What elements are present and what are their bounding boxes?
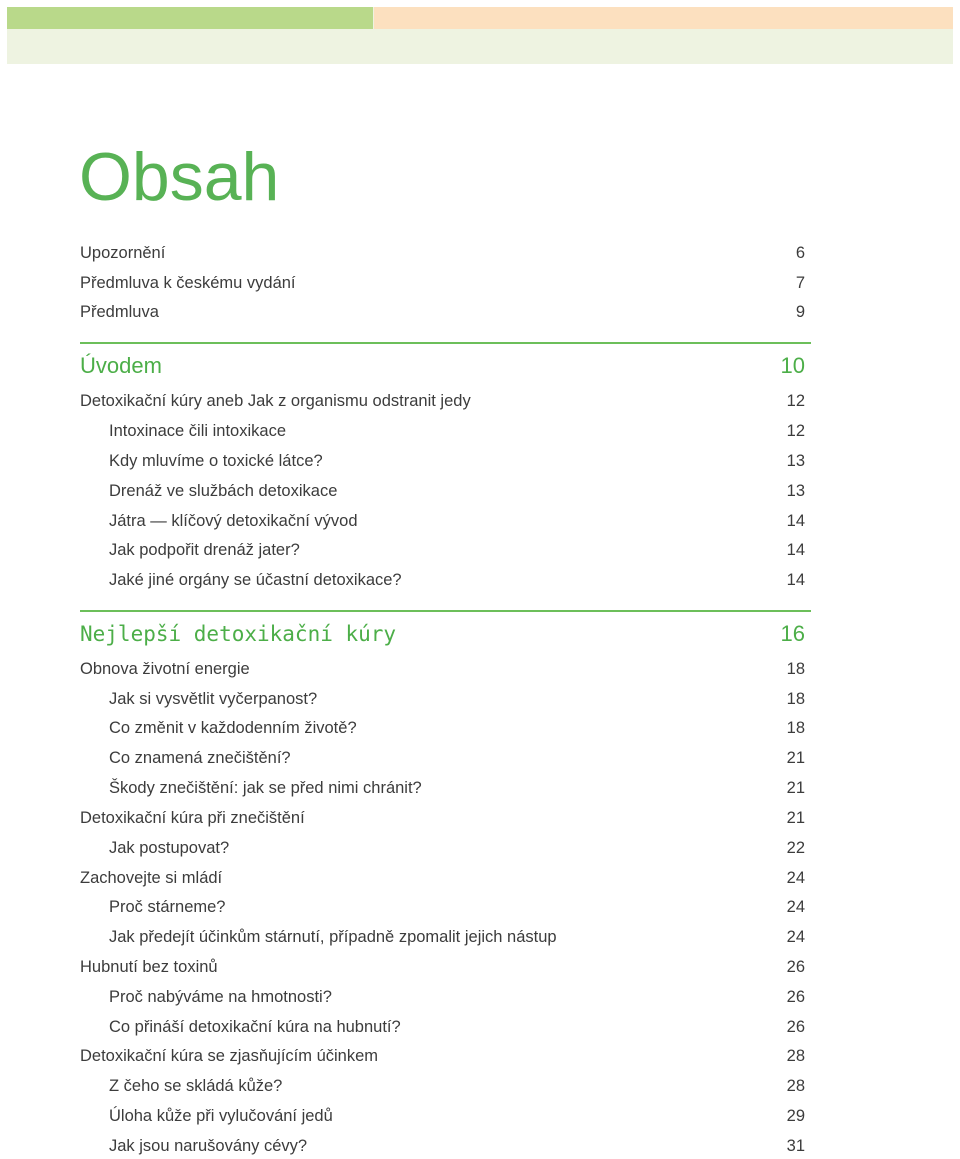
toc-subentry[interactable] xyxy=(80,895,805,919)
page-title: Obsah xyxy=(79,139,280,215)
toc-subentry[interactable] xyxy=(80,1134,805,1158)
toc-entry-label: Zachovejte si mládí xyxy=(80,869,223,887)
toc-entry[interactable] xyxy=(80,866,805,890)
toc-entry-label: Intoxinace čili intoxikace xyxy=(109,422,287,440)
toc-subentry[interactable] xyxy=(80,568,805,592)
toc-subentry[interactable] xyxy=(80,509,805,533)
toc-entry-label: Jak postupovat? xyxy=(109,839,230,857)
toc-entry-label: Jak podpořit drenáž jater? xyxy=(109,541,300,559)
toc-entry-page: 14 xyxy=(786,512,805,530)
toc-entry[interactable] xyxy=(80,300,805,324)
toc-entry-page: 26 xyxy=(786,958,805,976)
toc-entry-label: Hubnutí bez toxinů xyxy=(80,958,218,976)
toc-subentry[interactable] xyxy=(80,1104,805,1128)
toc-subentry[interactable] xyxy=(80,538,805,562)
toc-entry-page: 6 xyxy=(795,244,805,262)
toc-subentry[interactable] xyxy=(80,836,805,860)
toc-entry-label: Jak si vysvětlit vyčerpanost? xyxy=(109,690,318,708)
toc-entry-page: 18 xyxy=(786,719,805,737)
toc-section-heading[interactable] xyxy=(80,619,805,649)
toc-subentry[interactable] xyxy=(80,985,805,1009)
toc-entry-label: Z čeho se skládá kůže? xyxy=(109,1077,283,1095)
toc-entry-label: Detoxikační kúra při znečištění xyxy=(80,809,305,827)
toc-entry-page: 31 xyxy=(786,1137,805,1155)
toc-entry-label: Kdy mluvíme o toxické látce? xyxy=(109,452,323,470)
toc-entry-page: 13 xyxy=(786,452,805,470)
header-band-peach-segment xyxy=(374,7,953,29)
toc-entry[interactable] xyxy=(80,806,805,830)
toc-entry-page: 12 xyxy=(786,392,805,410)
toc-entry-page: 14 xyxy=(786,571,805,589)
toc-entry-label: Jak jsou narušovány cévy? xyxy=(109,1137,308,1155)
toc-entry-page: 26 xyxy=(786,988,805,1006)
toc-entry-label: Drenáž ve službách detoxikace xyxy=(109,482,338,500)
toc-subentry[interactable] xyxy=(80,925,805,949)
toc-entry[interactable] xyxy=(80,241,805,265)
toc-entry-page: 22 xyxy=(786,839,805,857)
toc-entry-page: 7 xyxy=(795,274,805,292)
toc-entry-label: Škody znečištění: jak se před nimi chránit? xyxy=(109,779,422,797)
section-heading-page: 16 xyxy=(780,621,805,646)
toc-subentry[interactable] xyxy=(80,449,805,473)
toc-subentry[interactable] xyxy=(80,1015,805,1039)
toc-entry-page: 14 xyxy=(786,541,805,559)
toc-entry-page: 24 xyxy=(786,898,805,916)
toc-entry-page: 9 xyxy=(795,303,805,321)
toc-entry-label: Detoxikační kúra se zjasňujícím účinkem xyxy=(80,1047,379,1065)
toc-entry-label: Co změnit v každodenním životě? xyxy=(109,719,357,737)
toc-entry-label: Obnova životní energie xyxy=(80,660,250,678)
toc-entry-label: Jak předejít účinkům stárnutí, případně zpomalit jejich nástup xyxy=(109,928,557,946)
toc-entry-label: Jaké jiné orgány se účastní detoxikace? xyxy=(109,571,402,589)
toc-entry-label: Detoxikační kúry aneb Jak z organismu odstranit jedy xyxy=(80,392,471,410)
toc-entry-page: 21 xyxy=(786,749,805,767)
toc-subentry[interactable] xyxy=(80,716,805,740)
toc-subentry[interactable] xyxy=(80,419,805,443)
toc-entry-page: 24 xyxy=(786,869,805,887)
toc-entry-label: Proč nabýváme na hmotnosti? xyxy=(109,988,332,1006)
toc-entry[interactable] xyxy=(80,657,805,681)
toc-entry[interactable] xyxy=(80,271,805,295)
section-divider xyxy=(80,342,811,344)
header-band-green-segment xyxy=(7,7,373,29)
toc-entry-page: 28 xyxy=(786,1077,805,1095)
toc-subentry[interactable] xyxy=(80,746,805,770)
toc-entry-page: 29 xyxy=(786,1107,805,1125)
toc-entry-label: Předmluva k českému vydání xyxy=(80,274,296,292)
toc-entry-page: 13 xyxy=(786,482,805,500)
toc-section-heading[interactable] xyxy=(80,351,805,381)
toc-entry-page: 26 xyxy=(786,1018,805,1036)
toc-entry[interactable] xyxy=(80,955,805,979)
section-heading-label: Nejlepší detoxikační kúry xyxy=(80,622,397,646)
section-heading-label: Úvodem xyxy=(80,353,162,378)
toc-entry-page: 18 xyxy=(786,660,805,678)
toc-subentry[interactable] xyxy=(80,1074,805,1098)
toc-subentry[interactable] xyxy=(80,776,805,800)
toc-entry-page: 28 xyxy=(786,1047,805,1065)
toc-subentry[interactable] xyxy=(80,479,805,503)
toc-entry-label: Proč stárneme? xyxy=(109,898,226,916)
toc-entry-label: Co přináší detoxikační kúra na hubnutí? xyxy=(109,1018,401,1036)
toc-subentry[interactable] xyxy=(80,687,805,711)
section-divider xyxy=(80,610,811,612)
toc-entry-label: Předmluva xyxy=(80,303,159,321)
toc-entry-label: Játra — klíčový detoxikační vývod xyxy=(109,512,358,530)
toc-entry-page: 21 xyxy=(786,809,805,827)
toc-entry[interactable] xyxy=(80,1044,805,1068)
toc-entry-page: 12 xyxy=(786,422,805,440)
toc-entry-label: Upozornění xyxy=(80,244,166,262)
toc-entry[interactable] xyxy=(80,389,805,413)
toc-entry-label: Úloha kůže při vylučování jedů xyxy=(109,1107,333,1125)
toc-entry-label: Co znamená znečištění? xyxy=(109,749,291,767)
toc-entry-page: 18 xyxy=(786,690,805,708)
section-heading-page: 10 xyxy=(780,353,805,378)
toc-entry-page: 24 xyxy=(786,928,805,946)
toc-entry-page: 21 xyxy=(786,779,805,797)
